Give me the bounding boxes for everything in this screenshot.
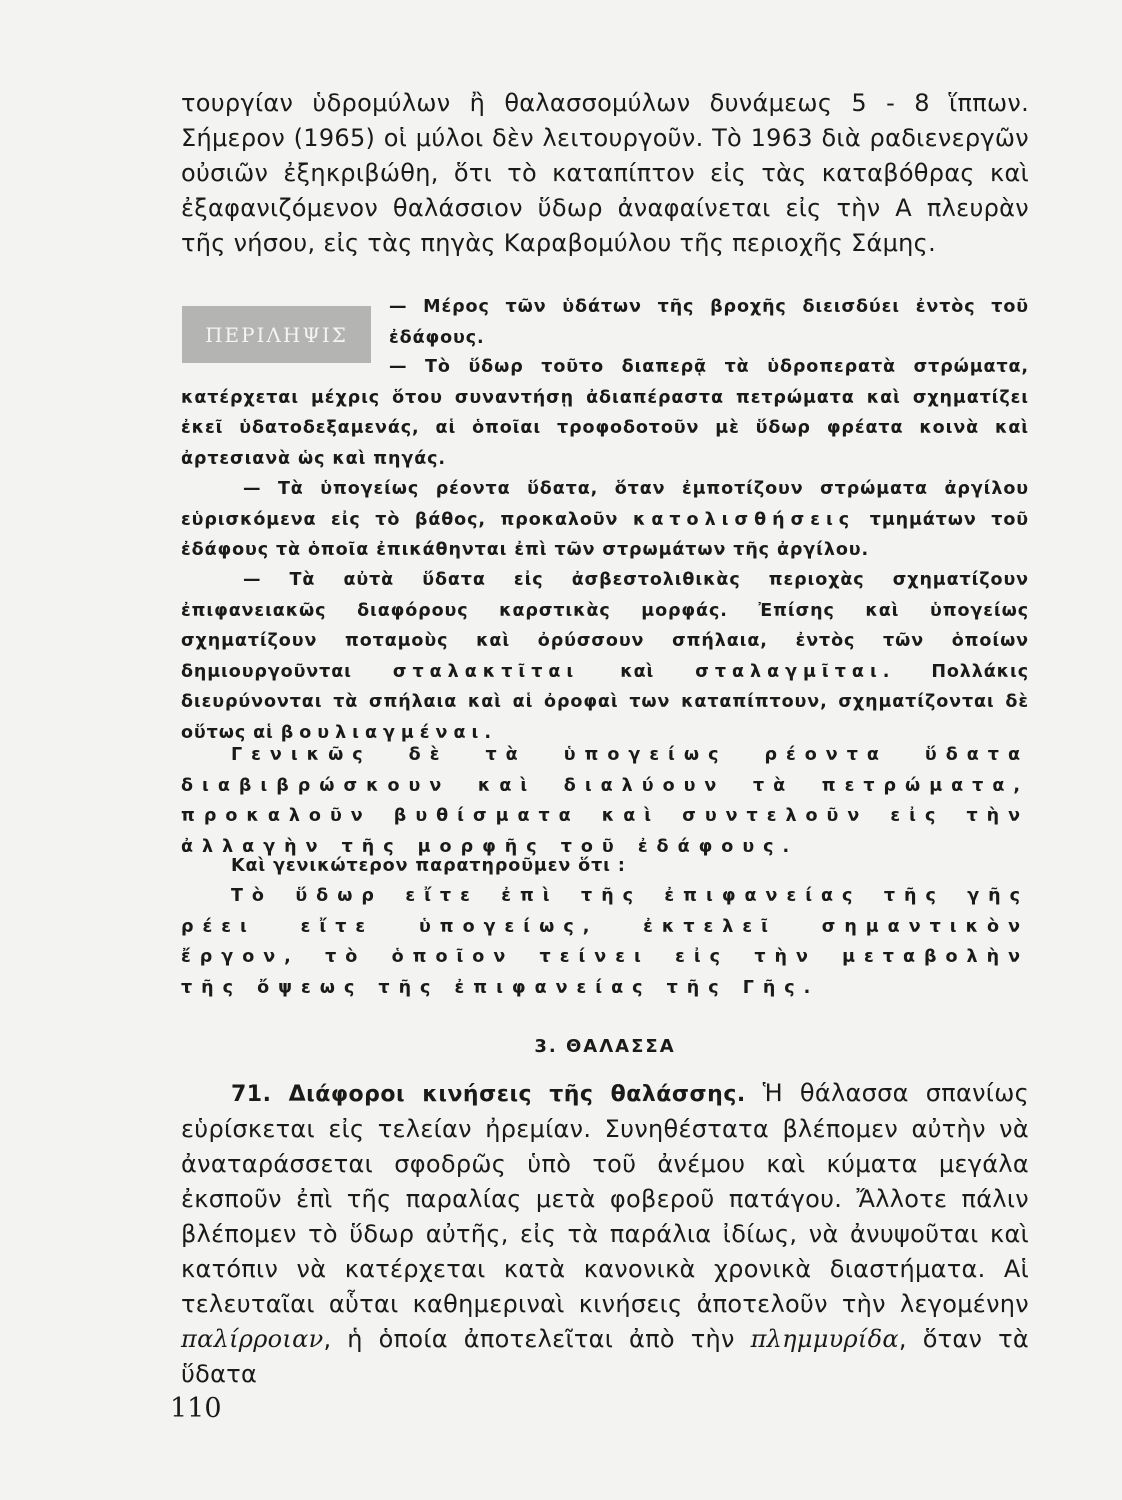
section-text-c: , ὅταν τὰ ὕδατα xyxy=(181,1325,1030,1388)
summary-item-3 xyxy=(181,474,1029,566)
summary-item-4 xyxy=(181,565,1029,748)
summary-item-4-a: — Τὰ αὐτὰ ὕδατα εἰς ἀσβεστολιθικὰς περιοχὰς σχηματίζουν ἐπιφανειακῶς διαφόρους καρστικὰς μορφάς. Ἐπίσης καὶ ὑπογείως σχηματίζουν ποταμοὺς καὶ ὀρύσσουν σπήλαια, ἐντὸς τῶν ὁποίων δημιουργοῦνται xyxy=(181,570,1029,682)
term-sinkholes: βουλιαγμέναι xyxy=(280,722,485,743)
section-title: 71. Διάφοροι κινήσεις τῆς θαλάσσης. xyxy=(231,1082,746,1107)
chapter-heading: 3. ΘΑΛΑΣΣΑ xyxy=(534,1036,676,1057)
summary-item-3-end: τμημάτων τοῦ ἐδάφους τὰ ὁποῖα ἐπικάθηνται ἐπὶ τῶν στρωμάτων τῆς ἀργίλου. xyxy=(181,509,1029,560)
page-number: 110 xyxy=(170,1393,222,1424)
summary-item-4-g: . xyxy=(484,722,492,743)
section-text-a: Ἡ θάλασσα σπανίως εὑρίσκεται εἰς τελείαν ἠρεμίαν. Συνηθέστατα βλέπομεν αὐτὴν νὰ ἀναταράσσεται σφοδρῶς ὑπὸ τοῦ ἀνέμου καὶ κύματα μεγάλα ἐκσποῦν ἐπὶ τῆς παραλίας μετὰ φοβεροῦ πατάγου. Ἄλλοτε πάλιν βλέπομεν τὸ ὕδωρ αὐτῆς, εἰς τὰ παράλια ἰδίως, νὰ ἀνυψοῦται καὶ κατόπιν νὰ κατέρχεται κατὰ κανονικὰ χρονικὰ διαστήματα. Αἱ τελευταῖαι αὗται καθημεριναὶ κινήσεις ἀποτελοῦν τὴν λεγομένην xyxy=(181,1079,1029,1318)
summary-item-1: — Μέρος τῶν ὑδάτων τῆς βροχῆς διεισδύει ἐντὸς τοῦ ἐδάφους. xyxy=(389,297,1029,348)
summary-label: ΠΕΡΙΛΗΨΙΣ xyxy=(182,306,371,363)
intro-paragraph: τουργίαν ὑδρομύλων ἢ θαλασσομύλων δυνάμεως 5 - 8 ἵππων. Σήμερον (1965) οἱ μύλοι δὲν λειτουργοῦν. Τὸ 1963 διὰ ραδιενεργῶν οὐσιῶν ἐξηκριβώθη, ὅτι τὸ καταπίπτον εἰς τὰς καταβόθρας καὶ ἐξαφανιζόμενον θαλάσσιον ὕδωρ ἀναφαίνεται εἰς τὴν Α πλευρὰν τῆς νήσου, εἰς τὰς πηγὰς Καραβομύλου τῆς περιοχῆς Σάμης. xyxy=(181,89,1029,257)
term-stalagmites: σταλαγμῖται xyxy=(695,661,883,682)
summary-item-2: — Τὸ ὕδωρ τοῦτο διαπερᾷ τὰ ὑδροπερατὰ στρώματα, κατέρχεται μέχρις ὅτου συναντήσῃ ἀδιαπέραστα πετρώματα καὶ σχηματίζει ἐκεῖ ὑδατοδεξαμενάς, αἱ ὁποῖαι τροφοδοτοῦν μὲ ὕδωρ φρέατα κοινὰ καὶ ἀρτεσιανὰ ὡς καὶ πηγάς. xyxy=(181,357,1029,469)
summary-item-7: Τὸ ὕδωρ εἴτε ἐπὶ τῆς ἐπιφανείας τῆς γῆς ρέει εἴτε ὑπογείως, ἐκτελεῖ σημαντικὸν ἔργον, τὸ ὁποῖον τείνει εἰς τὴν μεταβολὴν τῆς ὄψεως τῆς ἐπιφανείας τῆς Γῆς. xyxy=(181,886,1029,998)
term-stalactites: σταλακτῖται xyxy=(392,661,580,682)
term-flood-tide: πλημμυρίδα xyxy=(750,1325,899,1353)
section-text-b: , ἡ ὁποία ἀποτελεῖται ἀπὸ τὴν xyxy=(323,1325,751,1353)
term-landslides: κατολισθήσεις xyxy=(632,509,856,530)
term-tide: παλίρροιαν xyxy=(181,1325,324,1353)
summary-item-5: Γενικῶς δὲ τὰ ὑπογείως ρέοντα ὕδατα διαβιβρώσκουν καὶ διαλύουν τὰ πετρώματα, προκαλοῦν βυθίσματα καὶ συντελοῦν εἰς τὴν ἀλλαγὴν τῆς μορφῆς τοῦ ἐδάφους. xyxy=(181,745,1029,857)
summary-item-4-c: καὶ xyxy=(579,661,696,682)
section-paragraph xyxy=(181,1076,1029,1392)
summary-item-4-e: . Πολλάκις διευρύνονται τὰ σπήλαια καὶ αἱ ὀροφαὶ των καταπίπτουν, σχηματίζονται δὲ οὕτως αἱ xyxy=(181,661,1029,743)
summary-item-3-start: — Τὰ ὑπογείως ρέοντα ὕδατα, ὅταν ἐμποτίζουν στρώματα ἀργίλου εὑρισκόμενα εἰς τὸ βάθος, προκαλοῦν xyxy=(181,479,1029,530)
summary-item-6: Καὶ γενικώτερον παρατηροῦμεν ὅτι : xyxy=(231,856,626,876)
